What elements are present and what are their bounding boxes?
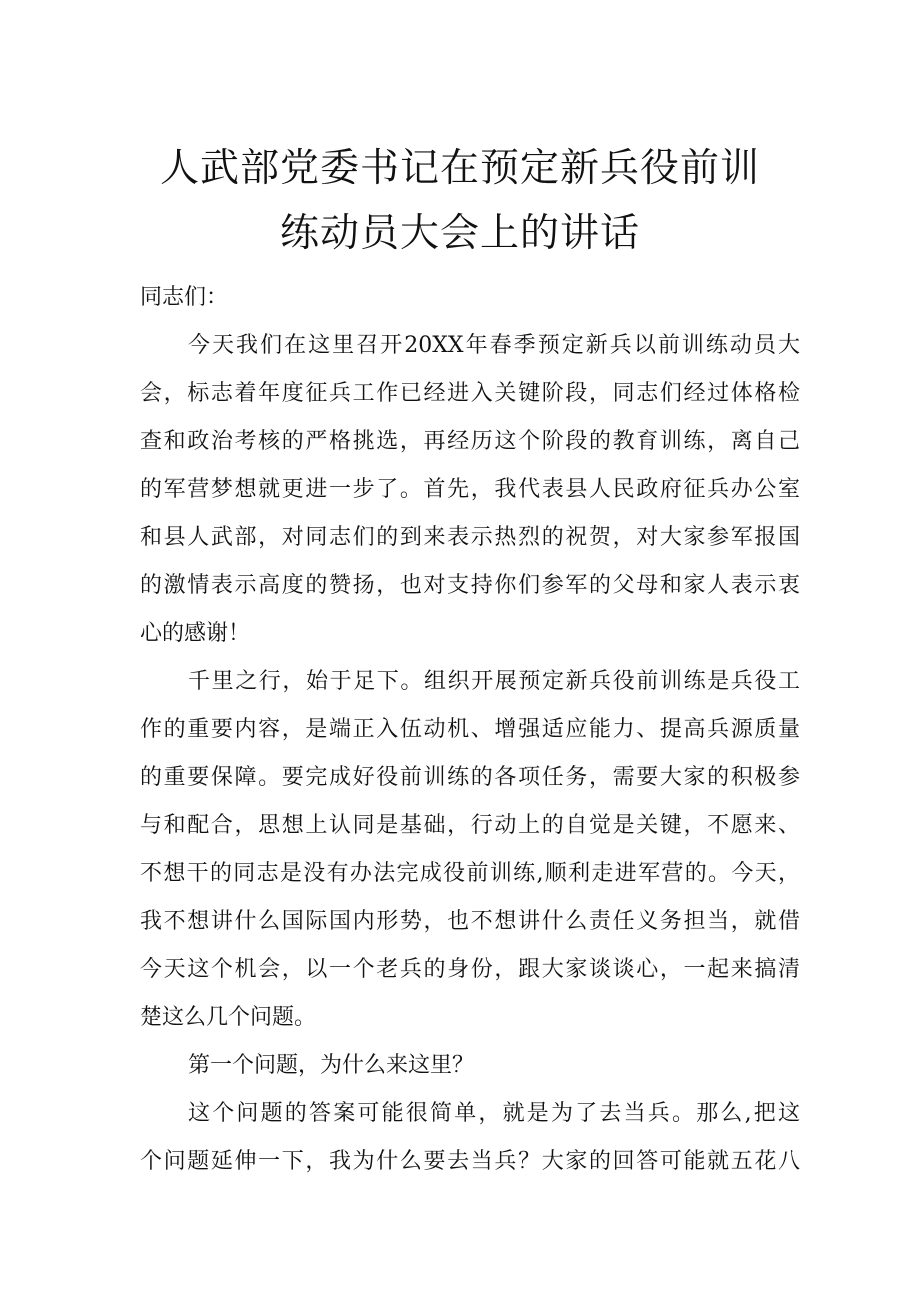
paragraph-2-line: 我不想讲什么国际国内形势，也不想讲什么责任义务担当，就借 xyxy=(140,909,800,934)
paragraph-2-line: 与和配合，思想上认同是基础，行动上的自觉是关键，不愿来、 xyxy=(140,813,800,838)
paragraph-1-line: 心的感谢！ xyxy=(140,621,251,646)
paragraph-1-line: 会，标志着年度征兵工作已经进入关键阶段，同志们经过体格检 xyxy=(140,381,800,406)
paragraph-3-line: 个问题延伸一下，我为什么要去当兵？大家的回答可能就五花八 xyxy=(140,1149,800,1174)
paragraph-2-line: 今天这个机会，以一个老兵的身份，跟大家谈谈心，一起来搞清 xyxy=(140,957,800,982)
paragraph-2-line: 楚这么几个问题。 xyxy=(140,1005,317,1030)
paragraph-2-line: 千里之行，始于足下。组织开展预定新兵役前训练是兵役工 xyxy=(188,669,800,694)
paragraph-1-line: 今天我们在这里召开20XX年春季预定新兵以前训练动员大 xyxy=(188,333,800,358)
greeting: 同志们： xyxy=(140,285,229,310)
paragraph-1-line: 的军营梦想就更进一步了。首先，我代表县人民政府征兵办公室 xyxy=(140,477,800,502)
paragraph-2-line: 作的重要内容，是端正入伍动机、增强适应能力、提高兵源质量 xyxy=(140,717,800,742)
document-title-line-2: 练动员大会上的讲话 xyxy=(279,211,640,256)
paragraph-1-line: 的激情表示高度的赞扬，也对支持你们参军的父母和家人表示衷 xyxy=(140,573,800,598)
document-title-line-1: 人武部党委书记在预定新兵役前训 xyxy=(159,146,760,191)
paragraph-1-line: 和县人武部，对同志们的到来表示热烈的祝贺，对大家参军报国 xyxy=(140,525,800,550)
section-heading-1: 第一个问题，为什么来这里？ xyxy=(188,1053,475,1078)
paragraph-1-line: 查和政治考核的严格挑选，再经历这个阶段的教育训练，离自己 xyxy=(140,429,800,454)
paragraph-2-line: 不想干的同志是没有办法完成役前训练,顺利走进军营的。今天， xyxy=(140,861,800,886)
paragraph-3-line: 这个问题的答案可能很简单，就是为了去当兵。那么,把这 xyxy=(188,1101,800,1126)
paragraph-2-line: 的重要保障。要完成好役前训练的各项任务，需要大家的积极参 xyxy=(140,765,800,790)
